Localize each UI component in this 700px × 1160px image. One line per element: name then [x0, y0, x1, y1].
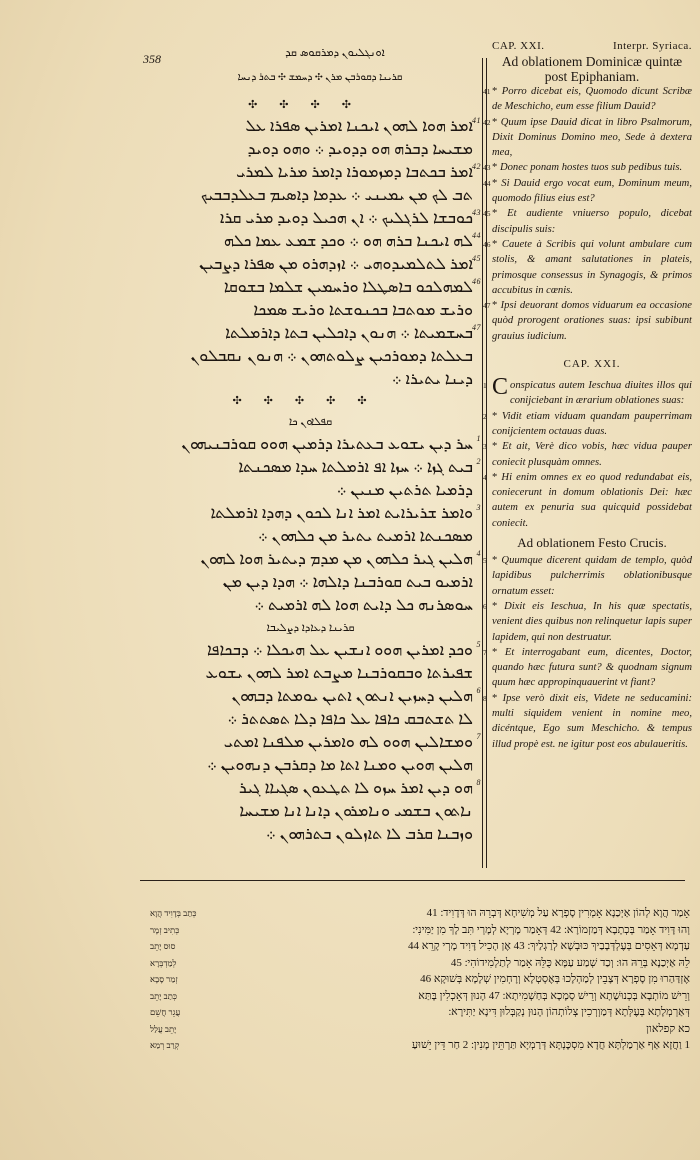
syriac-text: ܕܝܢܐ ܝܬܝܪܐ ܀: [391, 371, 473, 388]
verse-marker: *: [492, 441, 503, 453]
latin-verses-3: [483, 553, 692, 752]
syriac-line: [148, 754, 473, 777]
subhead-syriac: ܩܪܝܢܐ ܕܩܘܪܒܢ ܡܪܢ ✣ ܕܚܡܫ ✣ ܒܬܪ ܕܢܚܐ: [237, 72, 403, 83]
verse-number: 47: [472, 323, 481, 332]
latin-verse: [483, 599, 692, 645]
syriac-line: [148, 138, 473, 161]
verse-number: 8: [476, 778, 481, 787]
syriac-text: ܘܐܡܪ ܫܪܝܪܐܝܬ ܐܡܪ ܐܢܐ ܠܟܘܢ ܕܗܕܐ ܐܪܡܠܬܐ: [210, 505, 473, 522]
syriac-line: [148, 708, 473, 731]
syriac-text: ܫܦܝܪܬܐ ܘܒܩܘܪܒܢܐ ܡܨܒܬ ܐܡܪ ܠܗܘܢ ܝܫܘܥ: [205, 665, 473, 682]
hebrew-margin-notes: [150, 905, 210, 1054]
syriac-text: ܒܥܠܬܐ ܕܡܘܪܟܝܢ ܨܠܘܬܗܘܢ ܀ ܗܢܘܢ ܢܩܒܠܘܢ: [190, 348, 473, 365]
verse-number: 3: [483, 442, 487, 452]
syriac-line: [148, 800, 473, 823]
syriac-line: [148, 456, 481, 479]
syriac-line: [148, 479, 473, 502]
verse-text: Si Dauid ergo vocat eum, Dominum meum, quomodo filius eius est?: [492, 177, 692, 205]
hebrew-line: כא קפלאון: [646, 1022, 690, 1035]
verse-text: Donec ponam hostes tuos sub pedibus tuis.: [499, 162, 683, 174]
verse-number: 43: [472, 208, 481, 217]
syriac-text: ܕܪܡܝܐ ܬܪܬܝܢ ܡܢܝܢ ܀: [336, 482, 473, 499]
verse-text: Ipse verò dixit eis, Videte ne seducamini: multi siquidem venient in nomine meo, dicéntque, Ego sum Meschicho. & tempus illud propè est. ne igitur post eos abulaueritis.: [492, 692, 692, 750]
latin-verse: [483, 691, 692, 752]
syriac-text: ܒܝܬ ܓܙܐ ܀ ܚܙܐ ܐܦ ܐܪܡܠܬܐ ܚܕܐ ܡܣܟܢܬܐ: [238, 459, 473, 476]
syriac-text: ܚܘܣܪܢܗ ܟܠ ܕܐܝܬ ܗܘܐ ܠܗ ܐܪܡܝܬ ܀: [254, 597, 473, 614]
syriac-block-3: [148, 639, 481, 846]
syriac-text: ܢܐܬܘܢ ܒܫܡܝ ܘܢܐܡܪܘܢ ܕܐܢܐ ܐܢܐ ܡܫܝܚܐ: [239, 803, 473, 820]
hebrew-line: אָמַר הֲוָא לְהוֹן אַיְכַנָא אָמְרִין סָפְרָא עַל מְשִׁיחָא דְּבְרֵהּ הוּ דְּדָוִיד ׃ 41: [426, 907, 690, 919]
hebrew-line: 1 וַחֲזָא אַף אַרְמַלְתָּא חֲדָא מִסְכֶּנְתָּא דְּרַמְיָא תַּרְתֵּין מָנִין ׃ 2 חַר דֵּין יֵשׁוּעַ: [411, 1039, 690, 1051]
syriac-text: ܟܘܒܫܐ ܠܪܓܠܝܟ ܀ ܐܢ ܗܟܝܠ ܕܘܝܕ ܡܪܝ ܩܪܐ: [219, 210, 473, 227]
syriac-text: ܗܠܝܢ ܕܚܙܝܢ ܐܢܬܘܢ ܐܬܝܢ ܝܘܡܬܐ ܕܒܗܘܢ: [231, 688, 473, 705]
syriac-text: ܬܒ ܠܟ ܡܢ ܝܡܝܢܝ ܀ ܥܕܡܐ ܕܐܣܝܡ ܒܥܠܕܒܒܝܟ: [200, 187, 473, 204]
verse-marker: *: [492, 208, 508, 220]
verse-number: 4: [476, 549, 481, 558]
verse-marker: *: [492, 177, 502, 189]
syriac-line: [148, 433, 481, 456]
hebrew-margin-line: יָתֵב עֲלַל: [150, 1023, 177, 1034]
latin-header: [492, 40, 692, 52]
syriac-text: ܐܡܪ ܠܬܠܡܝܕܘܗܝ ܀ ܐܙܕܗܪܘ ܡܢ ܣܦܪܐ ܕܨܒܝܢ: [199, 256, 473, 273]
footer-rule: [140, 880, 685, 881]
verse-number: 4: [483, 472, 487, 482]
verse-number: 43: [483, 163, 491, 173]
syriac-line: [148, 276, 481, 299]
syriac-line: [148, 115, 481, 138]
verse-marker: *: [492, 162, 500, 174]
syriac-line: [148, 594, 473, 617]
syriac-text: ܗܘ ܕܝܢ ܐܡܪ ܚܙܘ ܠܐ ܬܛܥܘܢ ܣܓܝܐܐ ܓܝܪ: [238, 780, 473, 797]
syriac-text: ܠܡܗܠܟܘ ܒܐܣܛܠܐ ܘܪܚܡܝܢ ܫܠܡܐ ܒܫܘܩܐ: [223, 279, 473, 296]
verse-text: Quum ipse Dauid dicat in libro Psalmorum, Dixit Dominus Domino meo, Sede à dextera mea,: [492, 116, 692, 159]
hebrew-margin-line: כְּתִיב זְמָר: [150, 924, 180, 935]
hebrew-margin-line: עֲגֵר חֲשֵׁם: [150, 1007, 181, 1017]
chapter-heading: CAP. XXI.: [492, 40, 545, 52]
verse-number: 6: [476, 686, 481, 695]
syriac-line: [148, 299, 473, 322]
hebrew-line: דְּאַרְמְלָתָא בְּעֶלְּתָא דְּמַוְרְכִין צְלוֹתְהוֹן הָנוּן נְקַבְּלוּן דִּינָא יַתִּירָא ׃: [448, 1006, 690, 1018]
syriac-section-heading: ܩܪܝܢܐ ܕܥܐܕܐ ܕܨܠܝܒܐ: [266, 622, 355, 634]
verse-number: 7: [483, 647, 487, 657]
syriac-text: ܐܡܪ ܒܟܬܒܐ ܕܡܙܡܘܪܐ ܕܐܡܪ ܡܪܝܐ ܠܡܪܝ: [236, 164, 473, 181]
verse-marker: *: [492, 692, 503, 704]
verse-number: 46: [472, 277, 481, 286]
latin-verse: [483, 176, 692, 207]
latin-verses-2: [483, 374, 692, 531]
syriac-line: [148, 207, 481, 230]
syriac-text: ܐܡܪ ܗܘܐ ܠܗܘܢ ܐܝܟܢܐ ܐܡܪܝܢ ܣܦܪܐ ܥܠ: [245, 118, 473, 135]
latin-section-heading: Ad oblationem Festo Crucis.: [517, 535, 667, 551]
hebrew-margin-line: כְּתַב בְּדָוִיד הֲוָא: [150, 908, 197, 918]
syriac-line: [148, 662, 473, 685]
verse-text: Quumque dicerent quidam de templo, quòd lapidibus pulcherrimis oblationibusque ornatum esset:: [492, 555, 692, 597]
verse-marker: *: [492, 555, 502, 567]
verse-marker: *: [492, 600, 505, 612]
hebrew-line: אֶזְדַּהַרוּ מִן סָפְרָא דְּצָבֵין לְמַהְלָכוּ בְּאֶסְטְלָא וְרָחְמִין שְׁלָמָא בְּשׁוּקָא 46: [420, 973, 690, 985]
latin-verse: [483, 374, 692, 409]
syriac-line: [148, 253, 481, 276]
verse-marker: *: [492, 86, 502, 97]
verse-number: 2: [476, 457, 481, 466]
verse-text: Cauete à Scribis qui volunt ambulare cum stolis, & amant salutationes in plateis, primosque consessus in Synagogis, & primos accubitus in cœnis.: [492, 238, 692, 296]
syriac-text: ܘܪܝܫ ܡܘܬܒܐ ܒܟܢܘܫܬܐ ܘܪܝܫ ܣܡܟܐ: [253, 302, 473, 319]
verse-number: 42: [472, 162, 481, 171]
syriac-text: ܚܪ ܕܝܢ ܝܫܘܥ ܒܥܬܝܪܐ ܕܪܡܝܢ ܗܘܘ ܩܘܪܒܢܝܗܘܢ: [181, 436, 473, 453]
verse-text: Et audiente vniuerso populo, dicebat discipulis suis:: [492, 208, 692, 235]
verse-marker: *: [492, 646, 505, 658]
verse-number: 45: [472, 254, 481, 263]
syriac-text: ܒܚܫܡܝܬܐ ܀ ܗܢܘܢ ܕܐܟܠܝܢ ܒܬܐ ܕܐܪܡܠܬܐ: [225, 325, 473, 342]
verse-number: 41: [472, 116, 481, 125]
verse-marker: *: [492, 471, 502, 483]
syriac-line: [148, 368, 473, 391]
verse-number: 1: [483, 381, 487, 391]
verse-number: 45: [483, 209, 491, 219]
hebrew-line: לֵהּ אַיְכַנָא בְּרֵהּ הוּ ׃ וְכַד שְׁמַע עַמָּא כֻּלֵּהּ אָמַר לְתַלְמִידוֹהִי ׃ 45: [450, 956, 690, 969]
latin-verse: [483, 237, 692, 298]
syriac-column: [148, 95, 481, 846]
verse-number: 42: [483, 117, 491, 127]
latin-verse: [483, 298, 692, 344]
latin-title: Ad oblationem Dominicæ quintæ post Epiphaniam.: [501, 54, 683, 84]
syriac-line: [148, 777, 481, 800]
chapter-heading-2: CAP. XXI.: [563, 358, 621, 371]
verse-number: 2: [483, 411, 487, 421]
syriac-line: [148, 548, 481, 571]
verse-text: Dixit eis Ieschua, In his quæ spectatis, venient dies quibus non relinquetur lapis super lapidem, qui non destruatur.: [492, 600, 692, 643]
latin-verse: [483, 553, 692, 599]
verse-number: 1: [476, 434, 481, 443]
syriac-text: ܘܟܕ ܐܡܪܝܢ ܗܘܘ ܐܢܫܝܢ ܥܠ ܗܝܟܠܐ ܀ ܕܒܟܐܦܐ: [206, 642, 473, 659]
verse-text: onspicatus autem Ieschua diuites illos qui conijciebant in ærarium oblationes suas:: [510, 380, 692, 407]
verse-number: 46: [483, 239, 491, 249]
latin-verse: [483, 206, 692, 237]
verse-number: 5: [483, 556, 487, 566]
syriac-line: [148, 731, 481, 754]
syriac-line: [148, 571, 473, 594]
latin-verse: [483, 115, 692, 161]
latin-verse: [483, 84, 692, 115]
syriac-block-2: [148, 433, 481, 617]
verse-number: 47: [483, 301, 491, 311]
verse-text: Vidit etiam viduam quandam pauperrimam conijcientem octauas duas.: [492, 410, 692, 437]
syriac-line: [148, 322, 481, 345]
syriac-line: [148, 639, 481, 662]
verse-number: 6: [483, 601, 487, 611]
running-head-syriac: ܐܘܢܓܠܝܘܢ ܕܡܪܩܘܣ ܩܕ: [285, 47, 385, 59]
verse-text: Et interrogabant eum, dicentes, Doctor, quando hæc futura sunt? & quodnam signum quum hæc appropinquauerint vt fiant?: [492, 646, 692, 689]
syriac-text: ܗܠܝܢ ܗܘܝܢ ܘܡܢܐ ܐܬܐ ܡܐ ܕܩܪܒܢ ܕܢܗܘܝܢ ܀: [207, 757, 473, 774]
verse-number: 44: [483, 178, 491, 188]
syriac-line: [148, 345, 473, 368]
hebrew-margin-line: סוּס יָתֵב: [150, 941, 176, 951]
syriac-line: [148, 823, 473, 846]
hebrew-line: וְהוּ דָּוִיד אָמַר בְּכְתָבָא דְּמַזְמוֹרָא ׃ 42 דְּאָמַר מָרְיָא לְמָרְי תִּב לָךְ מִן יַמִּינִי ׃: [412, 923, 690, 936]
verse-marker: *: [492, 116, 501, 128]
verse-marker: *: [492, 410, 502, 422]
verse-text: Hi enim omnes ex eo quod redundabat eis, coniecerunt in domum oblationis Dei: hæc autem ex penuria sua quicquid possidebat coniecit.: [492, 471, 692, 529]
drop-capital: C: [492, 374, 509, 401]
page-number: 358: [143, 52, 161, 66]
latin-verse: [483, 645, 692, 691]
syriac-text: ܘܙܒܢܐ ܩܪܒ ܠܐ ܬܐܙܠܘܢ ܒܬܪܗܘܢ ܀: [266, 826, 473, 843]
syriac-text: ܗܠܝܢ ܓܝܪ ܟܠܗܘܢ ܡܢ ܡܕܡ ܕܝܬܝܪ ܗܘܐ ܠܗܘܢ: [200, 551, 473, 568]
verse-number: 5: [476, 640, 481, 649]
verse-number: 44: [472, 231, 481, 240]
latin-verse: [483, 409, 692, 440]
latin-verses-1: [483, 84, 692, 344]
verse-number: 8: [483, 693, 487, 703]
syriac-line: [148, 685, 481, 708]
hebrew-line: וְרֵישׁ מוֹתְבָא בְּכְנוּשָׁתָא וְרֵישׁ סְמָכָא בְּחַשְׁמִיתָא ׃ 47 הָנוּן דְּאָכְלִין בָּתַּא: [418, 989, 690, 1002]
syriac-line: [148, 502, 481, 525]
hebrew-margin-line: זְמַר סָבָא: [150, 974, 178, 984]
syriac-text: ܡܣܟܢܬܐ ܐܪܡܝܬ ܝܬܝܪ ܡܢ ܟܠܗܘܢ ܀: [258, 528, 473, 545]
hebrew-margin-line: לְמַדְבְּרָא: [150, 957, 177, 968]
verse-text: Et ait, Verè dico vobis, hæc vidua pauper coniecit plusquàm omnes.: [492, 441, 692, 468]
latin-verse: [483, 470, 692, 531]
syriac-line: [148, 184, 473, 207]
hebrew-text: [210, 905, 690, 1054]
syriac-block-1: [148, 115, 481, 391]
interpretation-label: Interpr. Syriaca.: [612, 40, 692, 52]
verse-number: 7: [476, 732, 481, 741]
syriac-line: [148, 161, 481, 184]
ornament-row: ✣✣✣✣: [248, 99, 373, 111]
syriac-text: ܐܪܡܝܘ ܒܝܬ ܩܘܪܒܢܐ ܕܐܠܗܐ ܀ ܗܕܐ ܕܝܢ ܡܢ: [222, 574, 473, 591]
syriac-line: [148, 230, 481, 253]
syriac-chapter-label: ܩܦܠܐܘܢ ܟܐ: [288, 416, 333, 428]
hebrew-line: עַדְמָא דְּאֵסִים בְּעֶלְדְּבָבַיךְ כּוּבְשָׁא לְרַגְלַיךְ ׃ 43 אֶן הָכִיל דָּוִיד מָרְי קָרֵא 44: [407, 940, 690, 952]
syriac-text: ܠܐ ܬܫܬܒܩ ܟܐܦܐ ܥܠ ܟܐܦܐ ܕܠܐ ܬܣܬܬܪ ܀: [227, 711, 473, 728]
hebrew-margin-line: כְּתַב יָתֵב: [150, 990, 178, 1001]
verse-number: 41: [483, 87, 491, 96]
verse-number: 3: [476, 503, 481, 512]
verse-marker: *: [492, 238, 502, 250]
latin-column: [483, 40, 692, 752]
ornament-row: ✣✣✣✣✣: [232, 395, 389, 407]
hebrew-margin-line: קְרַב רְמַא: [150, 1040, 180, 1050]
verse-marker: *: [492, 300, 501, 312]
verse-text: Porro dicebat eis, Quomodo dicunt Scribæ de Meschicho, eum esse filium Dauid?: [492, 86, 692, 113]
syriac-text: ܡܫܝܚܐ ܕܒܪܗ ܗܘ ܕܕܘܝܕ ܀ ܘܗܘ ܕܘܝܕ: [247, 141, 473, 158]
syriac-text: ܘܡܫܐܠܝܢ ܗܘܘ ܠܗ ܘܐܡܪܝܢ ܡܠܦܢܐ ܐܡܬܝ: [223, 734, 473, 751]
syriac-text: ܠܗ ܐܝܟܢܐ ܒܪܗ ܗܘ ܀ ܘܟܕ ܫܡܥ ܥܡܐ ܟܠܗ: [223, 233, 473, 250]
syriac-line: [148, 525, 473, 548]
verse-text: Ipsi deuorant domos viduarum ea occasione quòd prorogent orationes suas: ipsi subibunt grauius iudicium.: [492, 300, 692, 342]
latin-verse: [483, 439, 692, 470]
latin-verse: [483, 160, 692, 175]
